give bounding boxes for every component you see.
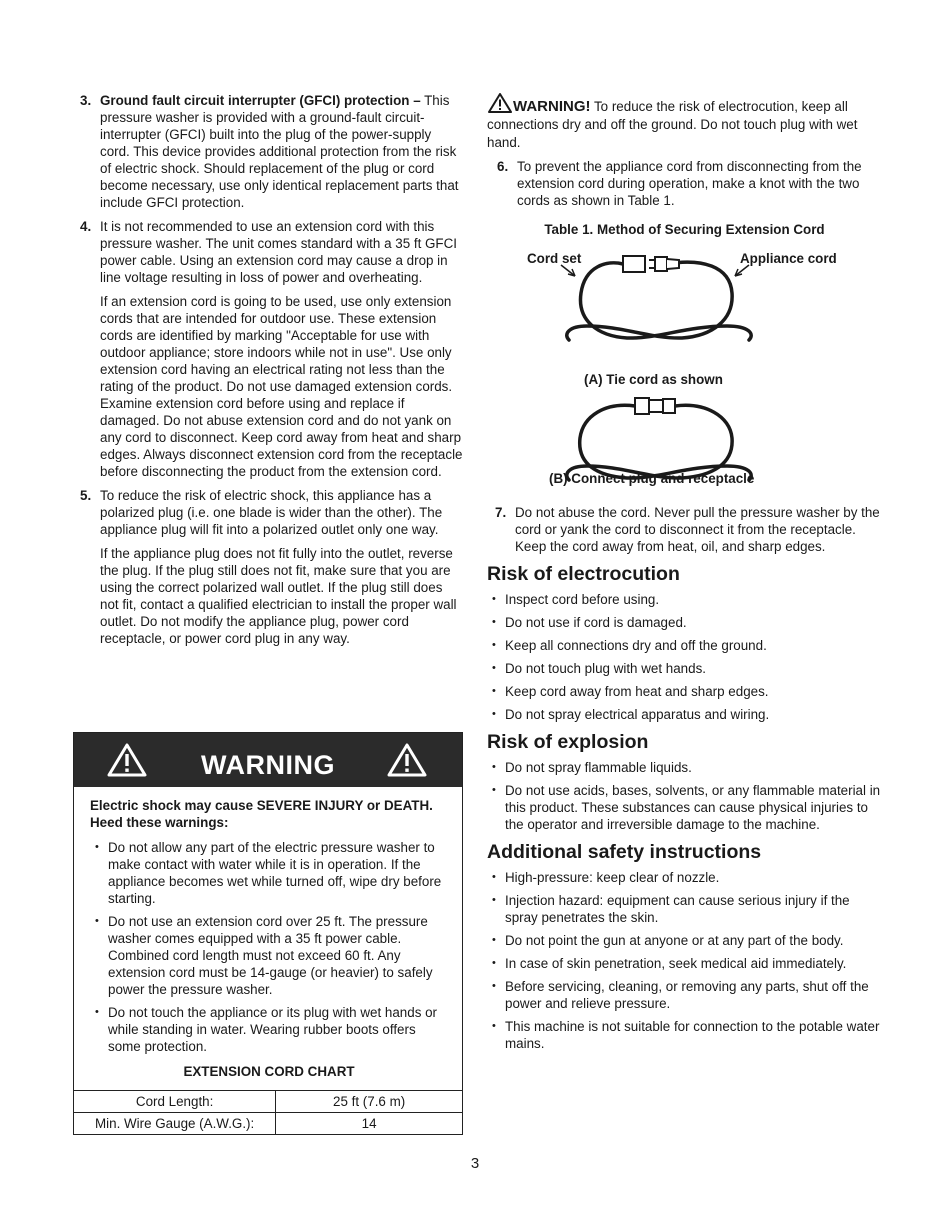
item-text: This pressure washer is provided with a ground-fault circuit-interrupter (GFCI) built into the plug of the power-supply cord. This device provides additional protection from the risk of electric shock. Should replacement of the plug or cord become necessary, use only identical replacement parts that include GFCI protection.	[100, 93, 459, 210]
list-item-6	[497, 158, 882, 209]
warning-bullet: • Do not use an extension cord over 25 ft. The pressure washer comes equipped with a 35 ft power cable. Combined cord length must not exceed 60 ft. Any extension cord must be 14-gauge (or heavier) to safely power the pressure washer.	[90, 913, 448, 998]
caption-a: (A) Tie cord as shown	[584, 372, 723, 387]
list-item: • Injection hazard: equipment can cause serious injury if the spray penetrates the skin.	[487, 892, 882, 926]
additional-safety-bullets	[487, 869, 882, 1052]
caption-b: (B) Connect plug and receptacle	[549, 471, 755, 486]
item-text: It is not recommended to use an extension cord with this pressure washer. The unit comes standard with a 35 ft GFCI power cable. Using an extension cord may cause a drop in line voltage resulting in loss of power and overheating.	[100, 219, 458, 285]
list-item: • Keep all connections dry and off the ground.	[487, 637, 882, 654]
table-cell: 14	[276, 1113, 462, 1135]
safety-list-left-cont	[80, 487, 464, 538]
warning-header	[74, 733, 462, 787]
warning-box	[73, 732, 463, 1135]
extension-cord-chart	[74, 1090, 462, 1134]
extension-cord-paragraph: If an extension cord is going to be used, use only extension cords that are intended for outdoor use. These extension cords are identified by marking "Acceptable for use with outdoor appliance; store indoors while not in use". Use only extension cord having an electrical rating not less than the rating of the product. Do not use damaged extension cords. Examine extension cord before using and replace if damaged. Do not abuse extension cord and do not yank on any cord to disconnect. Keep cord away from heat and sharp edges. Always disconnect extension cord from the receptacle before disconnecting the product from the extension cord.	[100, 294, 463, 479]
safety-list-right-cont	[487, 504, 882, 555]
list-item: • Do not use acids, bases, solvents, or any flammable material in this product. These substances can cause physical injuries to the operator and irreversible damage to the machine.	[487, 782, 882, 833]
list-item: • Do not use if cord is damaged.	[487, 614, 882, 631]
item-number: 7.	[495, 505, 507, 520]
warning-triangle-icon	[386, 742, 428, 778]
warning-body	[74, 787, 462, 1080]
item-number: 5.	[80, 488, 92, 503]
list-item: • In case of skin penetration, seek medical aid immediately.	[487, 955, 882, 972]
list-item-7	[495, 504, 882, 555]
item-number: 4.	[80, 219, 92, 234]
list-item: • Do not point the gun at anyone or at any part of the body.	[487, 932, 882, 949]
polarized-plug-paragraph: If the appliance plug does not fit fully into the outlet, reverse the plug. If the plug still does not fit, make sure that you are using the correct polarized wall outlet. If the plug still does not fit, contact a qualified electrician to install the proper wall outlet. Do not modify the appliance plug, power cord receptacle, or power cord plug in any way.	[100, 546, 457, 646]
cord-knot-figure	[487, 238, 882, 488]
item-text: To reduce the risk of electric shock, this appliance has a polarized plug (i.e. one blade is wider than the other). The appliance plug will fit into a polarized outlet only one way.	[100, 488, 443, 537]
appliance-cord-label: Appliance cord	[740, 251, 837, 266]
warning-bullets	[90, 839, 448, 1055]
list-item: • Do not spray electrical apparatus and wiring.	[487, 706, 882, 723]
list-item: • Do not spray flammable liquids.	[487, 759, 882, 776]
list-item: • Do not touch plug with wet hands.	[487, 660, 882, 677]
warning-bullet: • Do not allow any part of the electric pressure washer to make contact with water while it is in operation. If the appliance becomes wet while turned off, wipe dry before starting.	[90, 839, 448, 907]
left-column	[80, 92, 464, 654]
item-number: 3.	[80, 93, 92, 108]
table-row	[74, 1091, 462, 1113]
item-number: 6.	[497, 159, 509, 174]
knot-diagram-a	[487, 238, 882, 348]
safety-list-left	[80, 92, 464, 286]
safety-list-right	[487, 158, 882, 209]
table-cell: 25 ft (7.6 m)	[276, 1091, 462, 1113]
table-cell: Cord Length:	[74, 1091, 276, 1113]
electrocution-bullets	[487, 591, 882, 723]
list-item-4	[80, 218, 464, 286]
list-item: • Inspect cord before using.	[487, 591, 882, 608]
warning-word: WARNING!	[513, 98, 591, 115]
warning-bullet: • Do not touch the appliance or its plug with wet hands or while standing in water. Wearing rubber boots offers some protection.	[90, 1004, 448, 1055]
list-item-3	[80, 92, 464, 211]
table-row	[74, 1113, 462, 1135]
list-item: • High-pressure: keep clear of nozzle.	[487, 869, 882, 886]
page-number: 3	[470, 1155, 480, 1172]
right-column	[487, 92, 882, 1058]
list-item: • This machine is not suitable for connection to the potable water mains.	[487, 1018, 882, 1052]
list-item: • Keep cord away from heat and sharp edges.	[487, 683, 882, 700]
section-heading: Risk of electrocution	[487, 563, 680, 585]
warning-triangle-icon	[487, 92, 513, 114]
item-text: Do not abuse the cord. Never pull the pressure washer by the cord or yank the cord to disconnect it from the receptacle. Keep the cord away from heat, oil, and sharp edges.	[515, 505, 880, 554]
section-heading: Additional safety instructions	[487, 841, 762, 863]
cord-chart-title: EXTENSION CORD CHART	[183, 1064, 355, 1079]
warning-title: WARNING	[201, 750, 335, 780]
table-title: Table 1. Method of Securing Extension Cord	[544, 222, 825, 237]
item-lead: Ground fault circuit interrupter (GFCI) protection –	[100, 93, 421, 108]
warning-heed: Electric shock may cause SEVERE INJURY or DEATH. Heed these warnings:	[90, 798, 433, 830]
explosion-bullets	[487, 759, 882, 833]
item-text: To prevent the appliance cord from disconnecting from the extension cord during operation, make a knot with the two cords as shown in Table 1.	[517, 159, 862, 208]
section-heading: Risk of explosion	[487, 731, 649, 753]
electrocution-warning	[487, 92, 882, 152]
list-item-5	[80, 487, 464, 538]
cord-set-label: Cord set	[527, 251, 582, 266]
list-item: • Before servicing, cleaning, or removing any parts, shut off the power and relieve pressure.	[487, 978, 882, 1012]
table-cell: Min. Wire Gauge (A.W.G.):	[74, 1113, 276, 1135]
warning-text: To reduce the risk of electrocution, keep all connections dry and off the ground. Do not touch plug with wet hand.	[487, 99, 858, 150]
